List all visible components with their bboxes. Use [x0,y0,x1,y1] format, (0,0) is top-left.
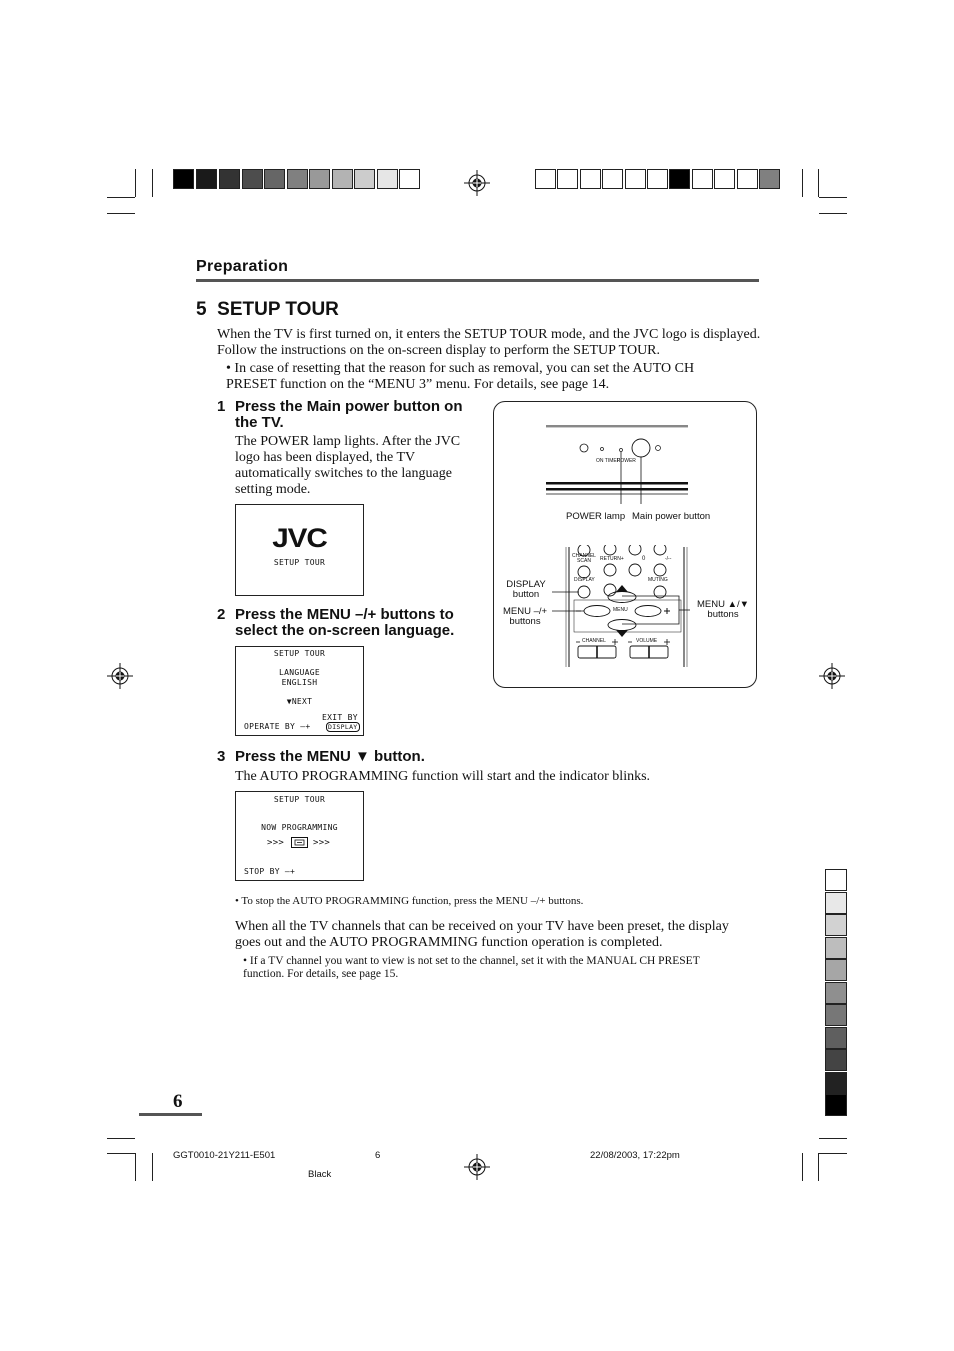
osd-title: SETUP TOUR [273,795,326,804]
dash-label: -/-- [665,556,672,562]
osd-screen-programming [235,791,364,881]
step1-body: The POWER lamp lights. After the JVC logo has been displayed, the TV automatically switches to the language setting mode. [235,434,461,497]
tv-indicator-icon [291,837,308,849]
heading-number: 5 [196,299,207,320]
heading-title: SETUP TOUR [217,299,339,320]
step3-tip: • To stop the AUTO PROGRAMMING function, press the MENU –/+ buttons. [235,895,584,907]
osd-now-programming: NOW PROGRAMMING [261,823,338,832]
menu-up-down-callout: MENU ▲/▼ buttons [696,599,750,620]
osd-screen-logo [235,504,364,596]
header-rule [196,279,759,282]
power-label: POWER [617,458,636,464]
ink-color: Black [308,1169,332,1180]
section-header: Preparation [196,258,289,275]
display-small-label: DISPLAY [574,577,595,583]
menu-minus-plus-callout: MENU –/+ buttons [502,606,548,627]
page-number: 6 [173,1091,183,1112]
step3-title: Press the MENU ▼ button. [235,748,425,765]
display-button-callout: DISPLAY button [506,579,546,600]
page-title [196,299,339,321]
osd-title: SETUP TOUR [273,649,326,658]
channel-scan-label: CHANNEL SCAN [572,553,596,564]
step2-number: 2 [217,606,226,623]
on-timer-label: ON TIMER [596,458,621,464]
print-timestamp: 22/08/2003, 17:22pm [590,1150,680,1161]
main-power-button-label: Main power button [632,511,711,522]
menu-small-label: MENU [613,607,628,613]
step1-title: Press the Main power button on the TV. [235,398,463,431]
channel-label: CHANNEL [582,638,606,644]
step1-number: 1 [217,398,226,415]
closing-note: • If a TV channel you want to view is not set to the channel, set it with the MANUAL CH PRESET function. For details, see page 15. [243,955,700,980]
callout-lines [494,402,756,687]
osd-language-value: ENGLISH [281,678,318,687]
zero-label: 0 [642,556,646,562]
osd-stop: STOP BY –+ [244,867,296,876]
sheet-number: 6 [375,1150,381,1161]
power-lamp-label: POWER lamp [566,511,626,522]
step2-title: Press the MENU –/+ buttons to select the on-screen language. [235,606,455,639]
intro-paragraph: When the TV is first turned on, it enters the SETUP TOUR mode, and the JVC logo is displayed. Follow the instructions on the on-screen display to perform the SETUP TOUR. [217,327,761,358]
osd-operate: OPERATE BY –+ [244,722,311,731]
registration-mark-bottom [464,1154,490,1180]
tv-remote-figure [493,401,757,688]
page-number-rule [139,1113,202,1116]
registration-mark-right [819,663,845,689]
intro-note: • In case of resetting that the reason for such as removal, you can set the AUTO CH PRESET function on the “MENU 3” menu. For details, see page 14. [226,361,695,392]
doc-code: GGT0010-21Y211-E501 [173,1150,276,1161]
registration-mark-top [464,170,490,196]
volume-label: VOLUME [636,638,658,644]
osd-arrows-right: >>> [313,838,331,848]
jvc-logo: JVC [272,523,327,553]
osd-language-label: LANGUAGE [279,668,320,677]
osd-screen-language [235,646,364,736]
osd-exit: EXIT BY [322,713,358,722]
step3-number: 3 [217,748,226,765]
osd-next: ▼NEXT [286,697,313,706]
closing-paragraph: When all the TV channels that can be received on your TV have been preset, the display goes out and the AUTO PROGRAMMING function operation is completed. [235,919,729,950]
step3-body: The AUTO PROGRAMMING function will start and the indicator blinks. [235,769,651,784]
osd-setup-tour-text: SETUP TOUR [273,558,326,567]
muting-label: MUTING [648,577,668,583]
return-label: RETURN+ [600,556,624,562]
registration-mark-left [107,663,133,689]
osd-display-key: DISPLAY [328,723,358,731]
osd-arrows-left: >>> [267,838,285,848]
